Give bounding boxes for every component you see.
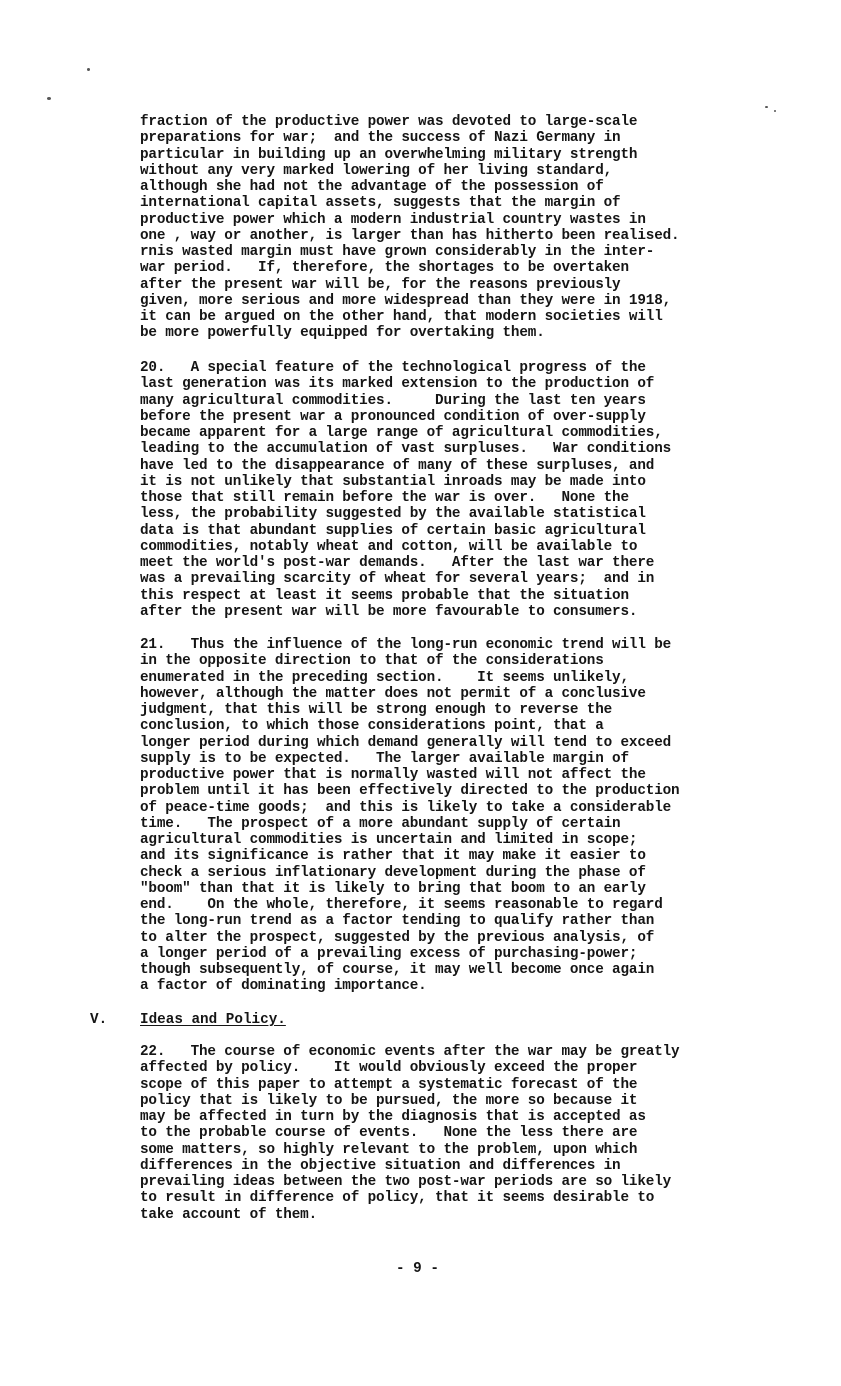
scan-speck [47, 97, 51, 100]
paragraph-22: 22. The course of economic events after the war may be greatly affected by policy. It would obviously exceed the proper scope of this paper to attempt a systematic forecast of the policy that is likely to be pursued, the more so because it may be affected in turn by the diagnosis that is accepted as to the probable course of events. None the less there are some matters, so highly relevant to the problem, upon which differences in the objective situation and differences in prevailing ideas between the two post-war periods are so likely to result in difference of policy, that it seems desirable to take account of them. [140, 1044, 680, 1223]
paragraph-21: 21. Thus the influence of the long-run economic trend will be in the opposite direction to that of the considerations enumerated in the preceding section. It seems unlikely, however, although the matter does not permit of a conclusive judgment, that this will be strong enough to reverse the conclusion, to which those considerations point, that a longer period during which demand generally will tend to exceed supply is to be expected. The larger available margin of productive power that is normally wasted will not affect the problem until it has been effectively directed to the production of peace-time goods; and this is likely to take a considerable time. The prospect of a more abundant supply of certain agricultural commodities is uncertain and limited in scope; and its significance is rather that it may make it easier to check a serious inflationary development during the phase of "boom" than that it is likely to bring that boom to an early end. On the whole, therefore, it seems reasonable to regard the long-run trend as a factor tending to qualify rather than to alter the prospect, suggested by the previous analysis, of a longer period of a prevailing excess of purchasing-power; though subsequently, of course, it may well become once again a factor of dominating importance. [140, 637, 680, 995]
scan-speck [765, 106, 768, 108]
scan-speck [774, 110, 776, 112]
section-title: Ideas and Policy. [140, 1012, 286, 1028]
section-number: V. [90, 1012, 108, 1028]
scan-speck [87, 68, 90, 71]
page-number: - 9 - [396, 1261, 439, 1277]
paragraph-continued: fraction of the productive power was devoted to large-scale preparations for war; and the success of Nazi Germany in particular in building up an overwhelming military strength without any very marked lowering of her living standard, although she had not the advantage of the possession of international capital assets, suggests that the margin of productive power which a modern industrial country wastes in one , way or another, is larger than has hitherto been realised. rnis wasted margin must have grown considerably in the inter- war period. If, therefore, the shortages to be overtaken after the present war will be, for the reasons previously given, more serious and more widespread than they were in 1918, it can be argued on the other hand, that modern societies will be more powerfully equipped for overtaking them. [140, 114, 680, 342]
paragraph-20: 20. A special feature of the technological progress of the last generation was its marked extension to the production of many agricultural commodities. During the last ten years before the present war a pronounced condition of over-supply became apparent for a large range of agricultural commodities, leading to the accumulation of vast surpluses. War conditions have led to the disappearance of many of these surpluses, and it is not unlikely that substantial inroads may be made into those that still remain before the war is over. None the less, the probability suggested by the available statistical data is that abundant supplies of certain basic agricultural commodities, notably wheat and cotton, will be available to meet the world's post-war demands. After the last war there was a prevailing scarcity of wheat for several years; and in this respect at least it seems probable that the situation after the present war will be more favourable to consumers. [140, 360, 672, 620]
